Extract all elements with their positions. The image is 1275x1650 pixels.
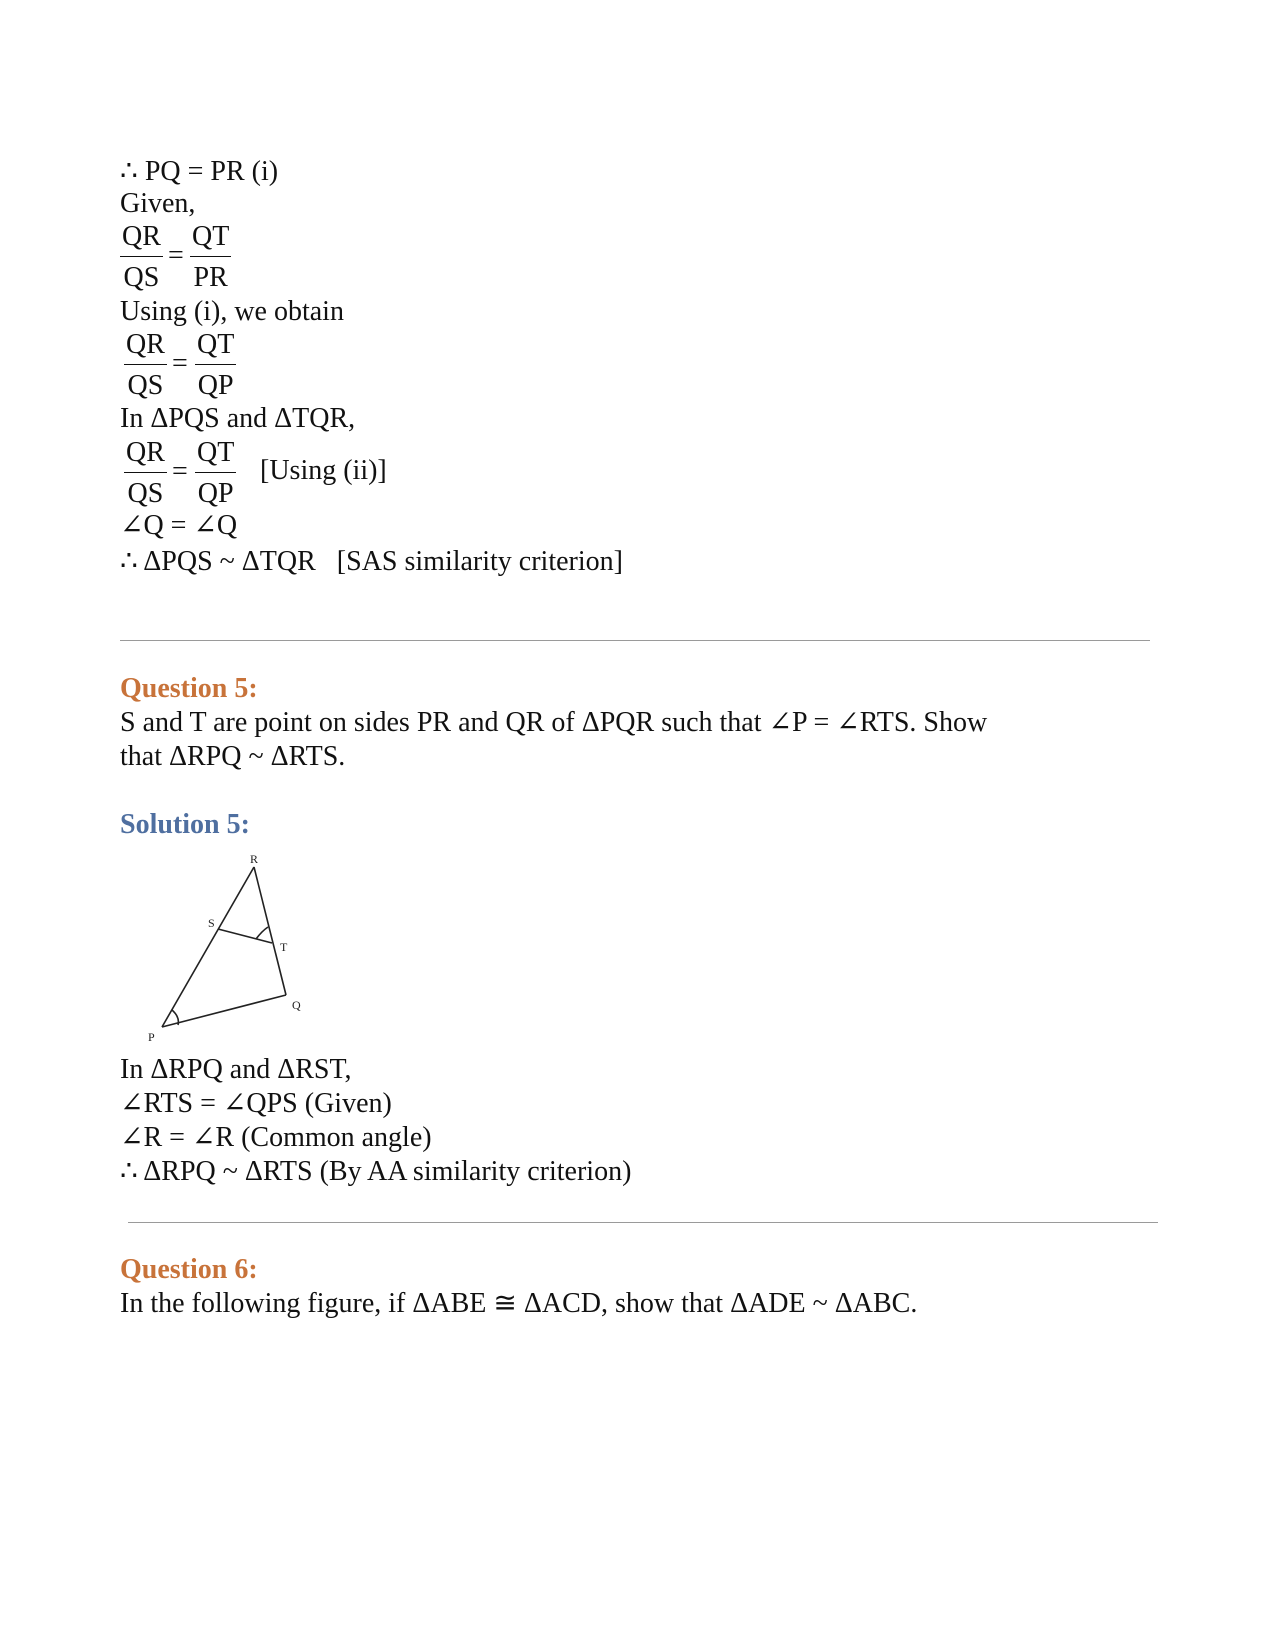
using-ii-note: [Using (ii)] — [260, 455, 387, 486]
question-6-text: In the following figure, if ΔABE ≅ ΔACD, show that ΔADE ~ ΔABC. — [120, 1288, 918, 1319]
sas-conclusion: ∴ ΔPQS ~ ΔTQR [SAS similarity criterion] — [120, 546, 623, 577]
in-pqs-tqr-line: In ΔPQS and ΔTQR, — [120, 403, 356, 434]
solution-5-line-4: ∴ ΔRPQ ~ ΔRTS (By AA similarity criterion) — [120, 1156, 632, 1187]
divider — [120, 640, 1150, 641]
label-s: S — [208, 916, 215, 930]
fraction-qt-pr: $\frac{QT}{PR}$ — [192, 221, 230, 293]
solution-5-line-2: ∠RTS = ∠QPS (Given) — [120, 1088, 392, 1119]
given-label: Given, — [120, 188, 196, 219]
equals-sign: = — [172, 456, 188, 487]
label-r: R — [250, 852, 259, 866]
side-rq — [254, 867, 286, 995]
fraction-qt-qp: $\frac{QT}{QP}$ — [197, 329, 235, 401]
side-pq — [162, 995, 286, 1027]
triangle-figure — [140, 845, 320, 1045]
question-5-text-line-1: S and T are point on sides PR and QR of ΔPQR such that ∠P = ∠RTS. Show — [120, 707, 988, 738]
angle-q-equality: ∠Q = ∠Q — [120, 510, 238, 541]
side-pr — [162, 867, 254, 1027]
fraction-qr-qs: $\frac{QR}{QS}$ — [126, 437, 165, 509]
question-5-text-line-2: that ΔRPQ ~ ΔRTS. — [120, 741, 346, 772]
question-5-heading: Question 5: — [120, 673, 258, 704]
fraction-qr-qs: $\frac{QR}{QS}$ — [126, 329, 165, 401]
using-i-line: Using (i), we obtain — [120, 296, 344, 327]
equals-sign: = — [168, 240, 184, 271]
solution-5-line-3: ∠R = ∠R (Common angle) — [120, 1122, 432, 1153]
equals-sign: = — [172, 348, 188, 379]
question-6-heading: Question 6: — [120, 1254, 258, 1285]
angle-t-arc — [256, 927, 268, 939]
label-q: Q — [292, 998, 301, 1012]
label-t: T — [280, 940, 288, 954]
therefore-pq-pr: ∴ PQ = PR (i) — [120, 156, 279, 187]
fraction-qr-qs: $\frac{QR}{QS}$ — [122, 221, 161, 293]
label-p: P — [148, 1030, 155, 1044]
fraction-qt-qp: $\frac{QT}{QP}$ — [197, 437, 235, 509]
solution-5-heading: Solution 5: — [120, 809, 250, 840]
divider — [128, 1222, 1158, 1223]
solution-5-line-1: In ΔRPQ and ΔRST, — [120, 1054, 352, 1085]
